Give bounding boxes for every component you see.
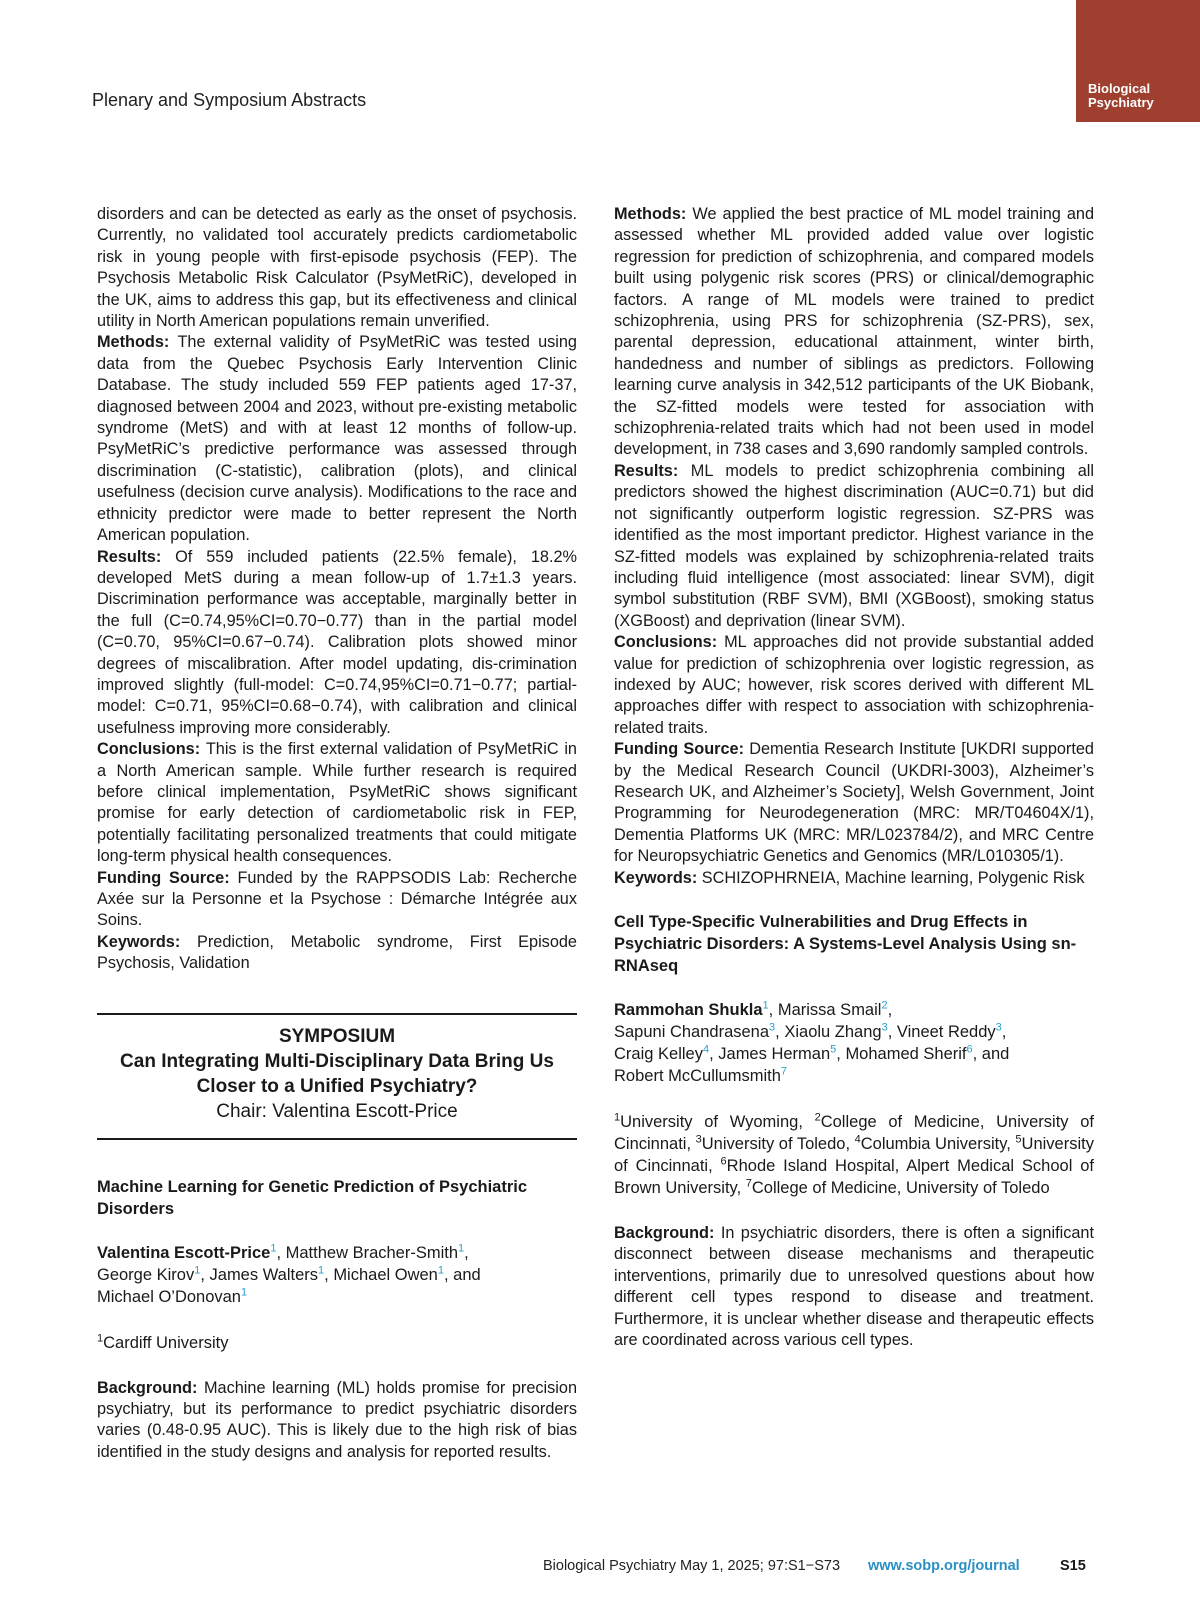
author-affiliation-mark: 1 (270, 1242, 277, 1255)
affiliation-name: University of Cincinnati (614, 1135, 1094, 1175)
continued-paragraph (97, 204, 577, 332)
journal-tab-label (1088, 82, 1154, 110)
affiliation-separator: , (845, 1135, 855, 1153)
methods-paragraph-ml (614, 204, 1094, 461)
author-name: Mohamed Sherif (845, 1045, 967, 1063)
results-label: Results: (97, 547, 162, 566)
author-list-ml (97, 1242, 577, 1308)
author-affiliation-mark: 2 (881, 999, 888, 1012)
author-affiliation-mark: 6 (966, 1043, 973, 1056)
author-affiliation-mark: 1 (437, 1264, 444, 1277)
affiliation-name: College of Medicine, University of Toledo (751, 1179, 1050, 1197)
author-affiliation-mark: 1 (458, 1242, 465, 1255)
author-and: and (981, 1045, 1010, 1063)
author-separator: , (276, 1243, 286, 1262)
author-affiliation-mark: 5 (830, 1043, 837, 1056)
author-affiliation-mark: 3 (881, 1021, 888, 1034)
background-label: Background: (614, 1224, 715, 1242)
continued-text: disorders and can be detected as early as the onset of psychosis. Currently, no validated tool accurately predicts cardiometabolic risk in young people with first-episode psychosis (FEP). The Psychosis Metabolic Risk Calculator (PsyMetRiC), developed in the UK, aims to address this gap, but its effectiveness and clinical utility in North American populations remain unverified. (97, 205, 577, 331)
background-text: Machine learning (ML) holds promise for precision psychiatry, but its performance to predict psychiatric disorders varies (0.48-0.95 AUC). This is likely due to the high risk of bias identified in the study designs and analysis for reported results. (97, 1378, 577, 1461)
results-label: Results: (614, 461, 679, 480)
results-paragraph (97, 547, 577, 740)
symposium-box (97, 1013, 577, 1140)
affiliation-number: 3 (695, 1133, 702, 1146)
conclusions-text: ML approaches did not provide substantial added value for prediction of schizophrenia over logistic regression, as indexed by AUC; however, risk scores derived with different ML approaches differ with respect to association with schizophrenia-related traits. (614, 633, 1094, 737)
abstract-title-ml: Machine Learning for Genetic Prediction of Psychiatric Disorders (97, 1177, 528, 1218)
footer-citation: Biological Psychiatry May 1, 2025; 97:S1−S73 (543, 1558, 841, 1574)
conclusions-paragraph (97, 739, 577, 867)
conclusions-paragraph-ml (614, 632, 1094, 739)
results-text: ML models to predict schizophrenia combining all predictors showed the highest discrimination (AUC=0.71) but did not significantly outperform logistic regression. SZ-PRS was identified as the most important predictor. Highest variance in the SZ-fitted models was explained by schizophrenia-related traits including fluid intelligence (most associated: linear SVM), digit symbol substitution (RBF SVM), BMI (XGBoost), smoking status (XGBoost) and deprivation (linear SVM). (614, 461, 1094, 630)
background-text: In psychiatric disorders, there is often a significant disconnect between disease mechanisms and therapeutic interventions, primarily due to unresolved questions about how different cell types respond to disease and treatment. Furthermore, it is unclear whether disease and therapeutic effects are coordinated across various cell types. (614, 1224, 1094, 1350)
keywords-paragraph-ml (614, 868, 1094, 889)
journal-tab-line2: Psychiatry (1088, 95, 1154, 110)
methods-paragraph (97, 332, 577, 546)
author-separator: , (836, 1045, 846, 1063)
author-name: Michael Owen (333, 1265, 438, 1284)
journal-tab-line1: Biological (1088, 81, 1151, 96)
affiliation-number: 2 (814, 1111, 821, 1124)
affiliation-number: 1 (614, 1111, 621, 1124)
journal-tab (1076, 0, 1200, 122)
conclusions-label: Conclusions: (614, 633, 718, 652)
author-and: and (453, 1265, 481, 1284)
author-separator: , (200, 1265, 210, 1284)
affiliation-separator: , (798, 1113, 815, 1131)
affiliation-number: 4 (854, 1133, 861, 1146)
author-separator: , (887, 1023, 897, 1041)
background-paragraph-cell (614, 1223, 1094, 1351)
funding-paragraph-ml (614, 739, 1094, 867)
author-affiliation-mark: 1 (318, 1264, 325, 1277)
methods-label: Methods: (614, 205, 687, 223)
author-name: Sapuni Chandrasena (614, 1023, 770, 1041)
author-separator: , (775, 1023, 785, 1041)
affiliation-separator: , (708, 1157, 721, 1175)
author-affiliation-mark: 4 (702, 1043, 710, 1056)
keywords-text: Prediction, Metabolic syndrome, First Episode Psychosis, Validation (97, 932, 577, 973)
running-head: Plenary and Symposium Abstracts (92, 90, 367, 110)
affiliation-separator: , (686, 1135, 696, 1153)
author-name: Matthew Bracher-Smith (285, 1243, 459, 1262)
author-name: James Herman (718, 1045, 831, 1063)
author-affiliation-mark: 1 (194, 1264, 201, 1277)
affiliation-separator: , (1006, 1135, 1016, 1153)
background-paragraph-ml (97, 1378, 577, 1464)
affiliation-number: 7 (745, 1177, 752, 1190)
author-affiliation-mark: 1 (241, 1286, 248, 1299)
author-name: Robert McCullumsmith (614, 1067, 781, 1085)
author-separator: , (709, 1045, 719, 1063)
keywords-paragraph (97, 932, 577, 975)
author-affiliation-mark: 3 (995, 1021, 1002, 1034)
author-separator: , (324, 1265, 334, 1284)
affiliation-list-ml (97, 1332, 577, 1354)
methods-text: We applied the best practice of ML model training and assessed whether ML provided added value over logistic regression for prediction of schizophrenia, and compared models built using polygenic risk scores (PRS) or clinical/demographic factors. A range of ML models were trained to predict schizophrenia, using PRS for schizophrenia (SZ-PRS), sex, parental depression, educational attainment, winter birth, handedness and number of siblings as predictors. Following learning curve analysis in 342,512 participants of the UK Biobank, the SZ-fitted models were tested for association with schizophrenia-related traits which had not been used in model development, in 738 cases and 3,690 randomly sampled controls. (614, 205, 1094, 459)
conclusions-label: Conclusions: (97, 740, 201, 759)
author-separator: , (887, 1001, 893, 1019)
results-text: Of 559 included patients (22.5% female), 18.2% developed MetS during a mean follow-up of 1.7±1.3 years. Discrimination performance was acceptable, marginally better in the full (C=0.74,95%CI=0.70−0.77) than in the partial model (C=0.70, 95%CI=0.67−0.74). Calibration plots showed minor degrees of miscalibration. After model updating, dis-crimination improved slightly (full-model: C=0.74,95%CI=0.71−0.77; partial-model: C=0.71, 95%CI=0.68−0.74), with calibration and clinical usefulness improving more considerably. (97, 547, 578, 737)
footer-journal-link[interactable]: www.sobp.org/journal (868, 1558, 1020, 1574)
affiliation-name: Rhode Island Hospital, Alpert Medical School of Brown University (614, 1157, 1094, 1197)
affiliation-name: University of Wyoming (620, 1113, 799, 1131)
affiliation-name: Cardiff University (103, 1333, 229, 1352)
author-list-cell (614, 999, 1094, 1087)
methods-label: Methods: (97, 333, 170, 352)
keywords-label: Keywords: (614, 868, 698, 887)
funding-paragraph (97, 868, 577, 932)
right-column (614, 204, 1094, 1351)
author-separator: , (1001, 1023, 1007, 1041)
affiliation-number: 5 (1015, 1133, 1022, 1146)
methods-text: The external validity of PsyMetRiC was tested using data from the Quebec Psychosis Early Intervention Clinic Database. The study included 559 FEP patients aged 17-37, diagnosed between 2004 and 2023, without pre-existing metabolic syndrome (MetS) and with at least 12 months of follow-up. PsyMetRiC’s predictive performance was assessed through discrimination (C-statistic), calibration (plots), and clinical usefulness (decision curve analysis). Modifications to the race and ethnicity predictor were made to better represent the North American population. (97, 333, 577, 545)
author-name: Xiaolu Zhang (784, 1023, 882, 1041)
author-name: Marissa Smail (777, 1001, 882, 1019)
author-name: Craig Kelley (614, 1045, 703, 1063)
footer-page-number: S15 (1060, 1558, 1086, 1574)
funding-text: Funded by the RAPPSODIS Lab: Recherche Axée sur la Personne et la Psychose : Démarche Intégrée aux Soins. (97, 868, 578, 930)
author-name: Vineet Reddy (896, 1023, 996, 1041)
affiliation-number: 1 (97, 1332, 104, 1345)
author-separator: , (972, 1045, 982, 1063)
symposium-title: Can Integrating Multi-Disciplinary Data Bring Us Closer to a Unified Psychiatry? (120, 1050, 554, 1097)
author-name: James Walters (209, 1265, 319, 1284)
author-separator: , (768, 1001, 778, 1019)
author-separator: , (464, 1243, 469, 1262)
affiliation-name: Columbia University (860, 1135, 1007, 1153)
author-affiliation-mark: 3 (769, 1021, 776, 1034)
symposium-chair: Chair: Valentina Escott-Price (216, 1100, 458, 1122)
affiliation-name: University of Toledo (701, 1135, 846, 1153)
author-affiliation-mark: 1 (762, 999, 769, 1012)
affiliation-number: 6 (720, 1155, 727, 1168)
left-column (97, 204, 577, 1463)
author-separator: , (443, 1265, 454, 1284)
abstract-title-cell: Cell Type-Specific Vulnerabilities and Drug Effects in Psychiatric Disorders: A Systems-Level Analysis Using sn-RNAseq (614, 913, 1077, 975)
funding-text: Dementia Research Institute [UKDRI supported by the Medical Research Council (UKDRI-3003), Alzheimer’s Research UK, and Alzheimer’s Society], Welsh Government, Joint Programming for Neurodegeneration (MRC: MR/T04604X/1), Dementia Platforms UK (MRC: MR/L023784/2), and MRC Centre for Neuropsychiatric Genetics and Genomics (MR/L010305/1). (614, 740, 1094, 866)
author-name: George Kirov (97, 1265, 195, 1284)
keywords-text: SCHIZOPHRNEIA, Machine learning, Polygenic Risk (701, 868, 1085, 887)
author-name: Michael O’Donovan (97, 1287, 241, 1306)
conclusions-text: This is the first external validation of PsyMetRiC in a North American sample. While further research is required before clinical implementation, PsyMetRiC shows significant promise for early detection of cardiometabolic risk in FEP, potentially facilitating personalized treatments that could mitigate long-term physical health consequences. (97, 740, 577, 866)
background-label: Background: (97, 1378, 198, 1397)
funding-label: Funding Source: (614, 740, 745, 759)
author-affiliation-mark: 7 (780, 1065, 787, 1078)
funding-label: Funding Source: (97, 868, 230, 887)
affiliation-separator: , (736, 1179, 746, 1197)
affiliation-list-cell (614, 1111, 1094, 1199)
keywords-label: Keywords: (97, 932, 181, 951)
affiliation-name: College of Medicine, University of Cincinnati (614, 1113, 1094, 1153)
symposium-kicker: SYMPOSIUM (278, 1025, 396, 1047)
author-name: Valentina Escott-Price (97, 1243, 271, 1262)
results-paragraph-ml (614, 461, 1094, 632)
author-name: Rammohan Shukla (614, 1001, 763, 1019)
